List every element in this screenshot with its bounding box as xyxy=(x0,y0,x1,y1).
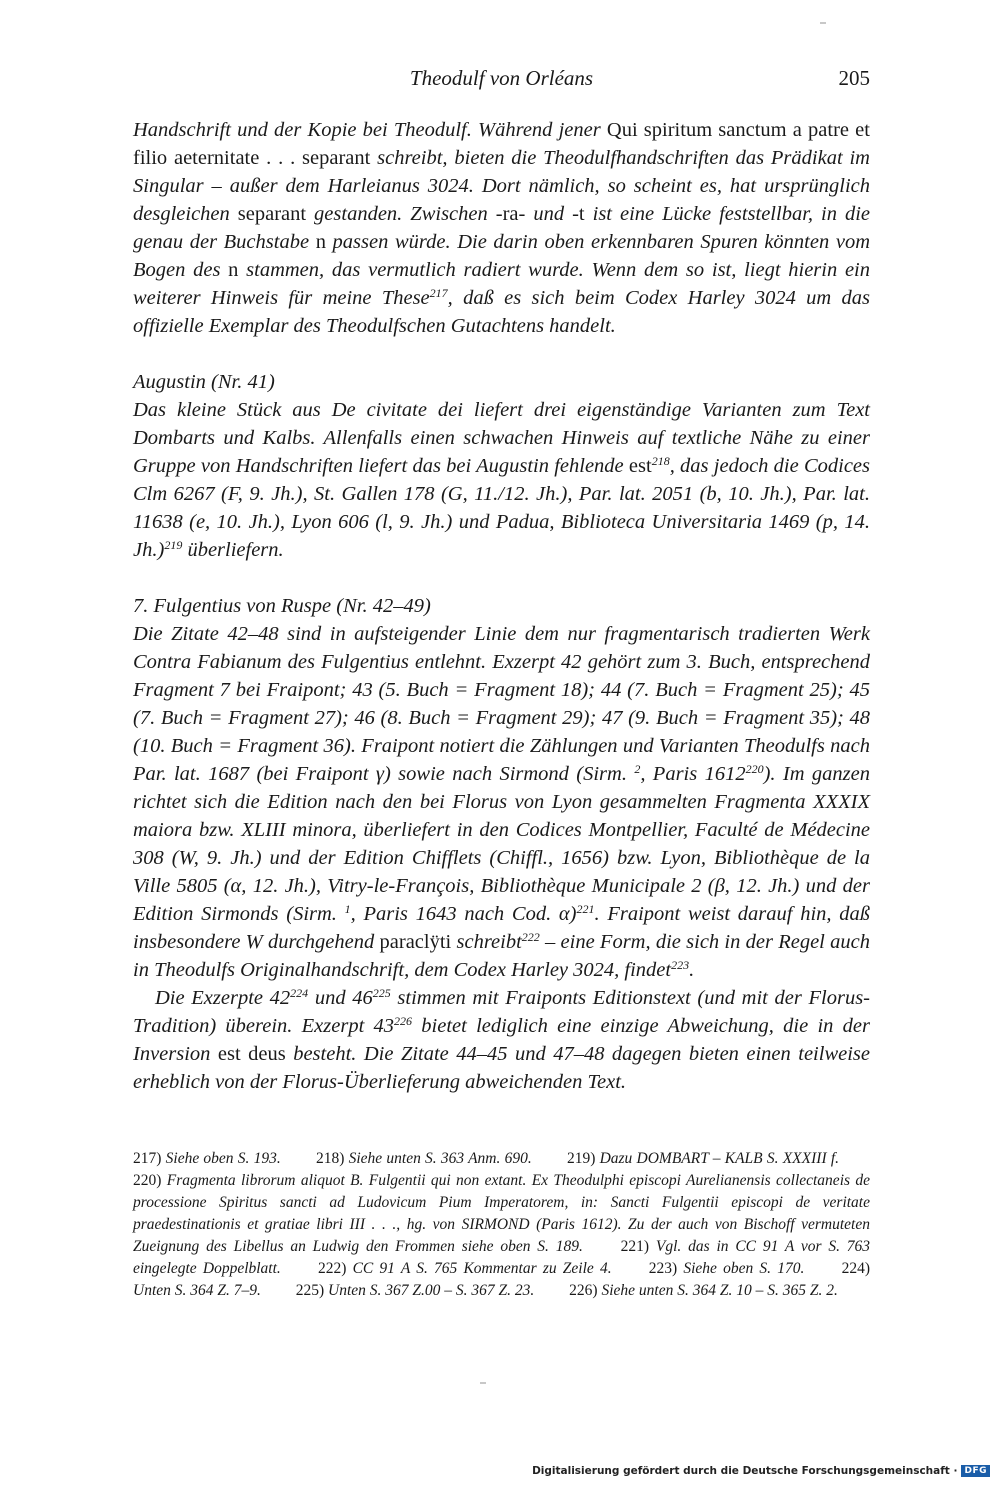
roman-run: -t xyxy=(572,203,585,225)
paragraph xyxy=(133,396,870,564)
italic-run: Handschrift und der Kopie bei Theodulf. Während jener xyxy=(133,119,607,141)
paragraph xyxy=(133,116,870,340)
footnote-ref: 218 xyxy=(651,454,670,468)
roman-run: est deus xyxy=(217,1043,286,1065)
footnote-text: Vgl. das in CC 91 A vor S. 763 eingelegte Doppelblatt. xyxy=(133,1238,871,1277)
italic-run: stammen, das vermutlich radiert wurde. Wenn dem so ist, liegt hierin ein weiterer Hinweis für meine These xyxy=(133,259,871,309)
italic-run: ). Im ganzen richtet sich die Edition nach den bei Florus von Lyon gesammelten Fragmenta XXXIX maiora bzw. XLIII minora, überliefert in den Codices Montpellier, Faculté de Médecine 308 (W, 9. Jh.) und der Edition Chifflets (Chiffl., 1656) bzw. Lyon, Bibliothèque de la Ville 5805 (α, 12. Jh.), Vitry-le-François, Bibliothèque Municipale 2 (β, 12. Jh.) und der Edition Sirmonds (Sirm. xyxy=(133,763,870,925)
italic-run: und 46 xyxy=(308,987,373,1009)
digitization-credit xyxy=(532,1465,990,1477)
italic-run: – eine Form, die sich in der Regel auch in Theodulfs Originalhandschrift, dem Codex Harley 3024, findet xyxy=(133,931,870,981)
running-header xyxy=(133,66,870,96)
italic-run: Das kleine Stück aus De civitate dei liefert drei eigenständige Varianten zum Text Dombarts und Kalbs. Allenfalls einen schwachen Hinweis auf textliche Nähe zu einer Gruppe von Handschriften liefert das bei Augustin fehlende xyxy=(133,399,870,477)
footnote-text: Siehe unten S. 363 Anm. 690. xyxy=(348,1150,532,1167)
italic-run: bietet lediglich eine einzige Abweichung, die in der Inversion xyxy=(133,1015,870,1065)
footnote-text: Siehe unten S. 364 Z. 10 – S. 365 Z. 2. xyxy=(601,1282,838,1299)
footnote-text: Dazu DOMBART – KALB S. XXXIII f. xyxy=(599,1150,839,1167)
page-number: 205 xyxy=(838,66,870,90)
italic-run: überliefern. xyxy=(182,539,284,561)
footnote-ref: 224 xyxy=(290,986,309,1000)
footnote-text: Unten S. 364 Z. 7–9. xyxy=(133,1282,261,1299)
roman-run: n xyxy=(228,259,239,281)
footnote-ref: 226 xyxy=(394,1014,413,1028)
footnote-number: 218) xyxy=(315,1150,349,1167)
footnote-ref: 219 xyxy=(164,538,183,552)
paragraph xyxy=(133,984,870,1096)
footnote-number: 219) xyxy=(566,1150,600,1167)
footnote-number: 226) xyxy=(569,1282,602,1299)
footnote-ref: 1 xyxy=(344,902,351,916)
italic-run: ist eine Lücke feststellbar, in die genau der Buchstabe xyxy=(133,203,871,253)
footnote-text: Siehe oben S. 170. xyxy=(683,1260,805,1277)
italic-run: . xyxy=(689,959,695,981)
paragraph xyxy=(133,620,870,984)
italic-run: Die Exzerpte 42 xyxy=(155,987,291,1009)
footnote-number: 224) xyxy=(841,1260,870,1277)
credit-text: Digitalisierung gefördert durch die Deutsche Forschungsgemeinschaft · xyxy=(532,1465,958,1477)
footnote-ref: 221 xyxy=(576,902,595,916)
italic-run: schreibt xyxy=(451,931,522,953)
footnote-text: Siehe oben S. 193. xyxy=(165,1150,281,1167)
italic-run: , das jedoch die Codices Clm 6267 (F, 9. Jh.), St. Gallen 178 (G, 11./12. Jh.), Par. lat. 2051 (b, 10. Jh.), Par. lat. 11638 (e, 10. Jh.), Lyon 606 (l, 9. Jh.) und Padua, Biblioteca Universitaria 1469 (p, 14. Jh.) xyxy=(133,455,870,561)
footnote-text: CC 91 A S. 765 Kommentar zu Zeile 4. xyxy=(352,1260,612,1277)
footnote-ref: 2 xyxy=(634,762,641,776)
italic-run: , Paris 1612 xyxy=(640,763,746,785)
italic-run: und xyxy=(525,203,573,225)
footnote-number: 225) xyxy=(295,1282,329,1299)
main-text xyxy=(133,116,870,1096)
italic-run: passen würde. Die darin oben erkennbaren Spuren könnten vom Bogen des xyxy=(133,231,870,281)
roman-run: paraclÿti xyxy=(379,931,452,953)
footnote-text: Unten S. 367 Z.00 – S. 367 Z. 23. xyxy=(328,1282,535,1299)
italic-run: , Paris 1643 nach Cod. α) xyxy=(350,903,577,925)
roman-run: est xyxy=(628,455,652,477)
section-heading: 7. Fulgentius von Ruspe (Nr. 42–49) xyxy=(133,595,431,617)
footnote-number: 221) xyxy=(620,1238,656,1255)
italic-run: Die Zitate 42–48 sind in aufsteigender Linie dem nur fragmentarisch tradierten Werk Contra Fabianum des Fulgentius entlehnt. Exzerpt 42 gehört zum 3. Buch, entsprechend Fragment 7 bei Fraipont; 43 (5. Buch = Fragment 18); 44 (7. Buch = Fragment 25); 45 (7. Buch = Fragment 27); 46 (8. Buch = Fragment 29); 47 (9. Buch = Fragment 35); 48 (10. Buch = Fragment 36). Fraipont notiert die Zählungen und Varianten Theodulfs nach Par. lat. 1687 (bei Fraipont γ) sowie nach Sirmond (Sirm. xyxy=(133,623,870,785)
footnote-ref: 217 xyxy=(429,286,448,300)
footnote-ref: 223 xyxy=(671,958,690,972)
footnote-number: 220) xyxy=(133,1172,167,1189)
footnote-text: Fragmenta librorum aliquot B. Fulgentii qui non extant. Ex Theodulphi episcopi Aurelianensis collectaneis de processione Spiritus sancti ad Ludovicum Pium Imperatorem, in: Sancti Fulgentii episcopi de veritate praedestinationis et gratiae libri III . . ., hg. von SIRMOND (Paris 1612). Zu der auch von Bischoff vermuteten Zueignung des Libellus an Ludwig den Frommen siehe oben S. 189. xyxy=(133,1172,870,1255)
section-heading: Augustin (Nr. 41) xyxy=(133,371,275,393)
footnote-ref: 222 xyxy=(521,930,540,944)
italic-run: besteht. Die Zitate 44–45 und 47–48 dagegen bieten einen teilweise erheblich von der Florus-Überlieferung abweichenden Text. xyxy=(133,1043,870,1093)
italic-run: gestanden. Zwischen xyxy=(306,203,496,225)
footnote-ref: 225 xyxy=(372,986,391,1000)
footnote-ref: 220 xyxy=(745,762,764,776)
roman-run: -ra- xyxy=(495,203,526,225)
footnote-number: 223) xyxy=(648,1260,684,1277)
italic-run: , daß es sich beim Codex Harley 3024 um das offizielle Exemplar des Theodulfschen Gutachtens handelt. xyxy=(133,287,871,337)
italic-run: schreibt, bieten die Theodulfhandschriften das Prädikat im Singular – außer dem Harleianus 3024. Dort nämlich, so scheint es, hat ursprünglich desgleichen xyxy=(133,147,870,225)
italic-run: stimmen mit Fraiponts Editionstext (und mit der Florus-Tradition) überein. Exzerpt 43 xyxy=(133,987,870,1037)
roman-run: n xyxy=(315,231,326,253)
roman-run: Qui spiritum sanctum a patre et filio aeternitate . . . separant xyxy=(133,119,870,169)
running-title: Theodulf von Orléans xyxy=(409,66,594,90)
footnote-number: 217) xyxy=(133,1150,166,1167)
dfg-logo: DFG xyxy=(961,1465,990,1477)
footnote-number: 222) xyxy=(317,1260,353,1277)
footnotes xyxy=(133,1148,870,1302)
roman-run: separant xyxy=(237,203,307,225)
italic-run: . Fraipont weist darauf hin, daß insbesondere W durchgehend xyxy=(133,903,870,953)
